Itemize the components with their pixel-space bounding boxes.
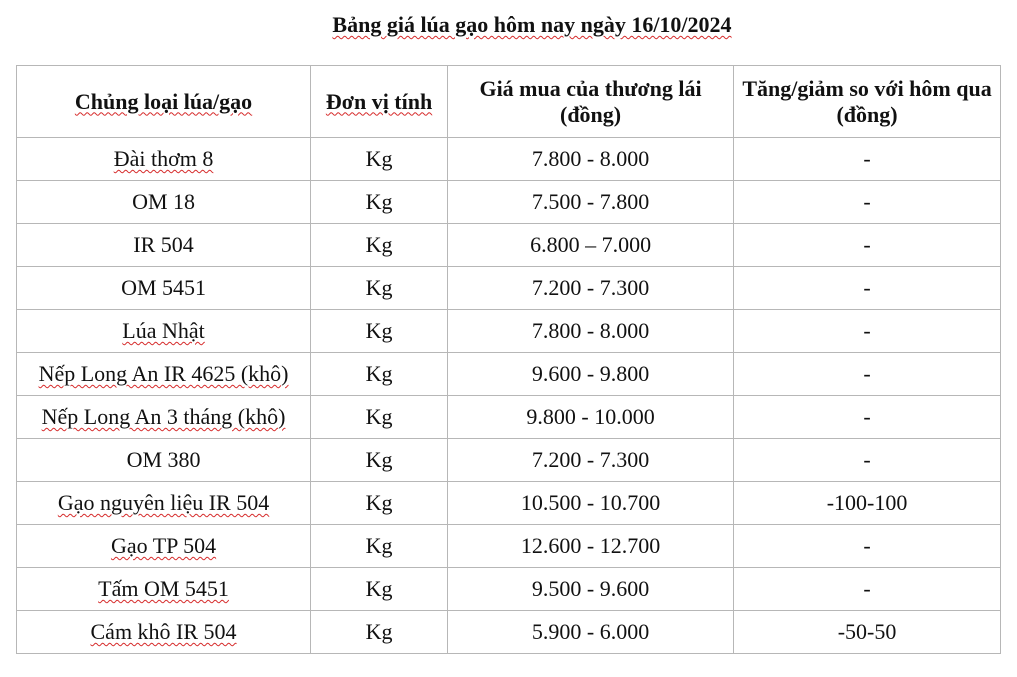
cell-unit: Kg <box>311 396 448 439</box>
cell-price: 7.800 - 8.000 <box>448 138 734 181</box>
cell-type: Nếp Long An IR 4625 (khô) <box>17 353 311 396</box>
table-row <box>17 181 1001 224</box>
cell-change: - <box>734 224 1001 267</box>
cell-unit: Kg <box>311 181 448 224</box>
cell-type: Đài thơm 8 <box>17 138 311 181</box>
cell-change: -50-50 <box>734 611 1001 654</box>
cell-type: OM 18 <box>17 181 311 224</box>
header-type: Chủng loại lúa/gạo <box>17 66 311 138</box>
cell-change: -100-100 <box>734 482 1001 525</box>
cell-change: - <box>734 525 1001 568</box>
cell-change: - <box>734 396 1001 439</box>
table-row <box>17 310 1001 353</box>
cell-price: 5.900 - 6.000 <box>448 611 734 654</box>
table-row <box>17 224 1001 267</box>
header-change: Tăng/giảm so với hôm qua (đồng) <box>734 66 1001 138</box>
cell-change: - <box>734 568 1001 611</box>
cell-change: - <box>734 267 1001 310</box>
table-title-text: Bảng giá lúa gạo hôm nay ngày 16/10/2024 <box>332 12 732 37</box>
cell-type: Cám khô IR 504 <box>17 611 311 654</box>
cell-unit: Kg <box>311 439 448 482</box>
cell-change: - <box>734 310 1001 353</box>
cell-type: IR 504 <box>17 224 311 267</box>
table-row <box>17 439 1001 482</box>
table-row <box>17 353 1001 396</box>
table-header-row <box>17 66 1001 138</box>
cell-unit: Kg <box>311 568 448 611</box>
cell-unit: Kg <box>311 525 448 568</box>
cell-price: 9.600 - 9.800 <box>448 353 734 396</box>
cell-price: 7.200 - 7.300 <box>448 267 734 310</box>
header-price: Giá mua của thương lái (đồng) <box>448 66 734 138</box>
cell-change: - <box>734 181 1001 224</box>
cell-type: Tấm OM 5451 <box>17 568 311 611</box>
cell-price: 10.500 - 10.700 <box>448 482 734 525</box>
table-row <box>17 611 1001 654</box>
cell-type: Lúa Nhật <box>17 310 311 353</box>
cell-type: OM 380 <box>17 439 311 482</box>
cell-type: Gạo TP 504 <box>17 525 311 568</box>
cell-change: - <box>734 353 1001 396</box>
cell-unit: Kg <box>311 353 448 396</box>
cell-unit: Kg <box>311 310 448 353</box>
header-unit: Đơn vị tính <box>311 66 448 138</box>
rice-price-table <box>16 65 1001 654</box>
cell-type: OM 5451 <box>17 267 311 310</box>
cell-type: Gạo nguyên liệu IR 504 <box>17 482 311 525</box>
cell-unit: Kg <box>311 611 448 654</box>
table-row <box>17 525 1001 568</box>
cell-price: 12.600 - 12.700 <box>448 525 734 568</box>
table-row <box>17 267 1001 310</box>
table-row <box>17 396 1001 439</box>
table-row <box>17 568 1001 611</box>
table-title <box>0 10 1017 40</box>
cell-type: Nếp Long An 3 tháng (khô) <box>17 396 311 439</box>
cell-unit: Kg <box>311 267 448 310</box>
cell-change: - <box>734 138 1001 181</box>
cell-price: 9.500 - 9.600 <box>448 568 734 611</box>
cell-price: 7.200 - 7.300 <box>448 439 734 482</box>
cell-price: 6.800 – 7.000 <box>448 224 734 267</box>
cell-price: 9.800 - 10.000 <box>448 396 734 439</box>
cell-unit: Kg <box>311 224 448 267</box>
table-row <box>17 482 1001 525</box>
cell-unit: Kg <box>311 482 448 525</box>
cell-unit: Kg <box>311 138 448 181</box>
cell-price: 7.500 - 7.800 <box>448 181 734 224</box>
cell-change: - <box>734 439 1001 482</box>
table-row <box>17 138 1001 181</box>
cell-price: 7.800 - 8.000 <box>448 310 734 353</box>
